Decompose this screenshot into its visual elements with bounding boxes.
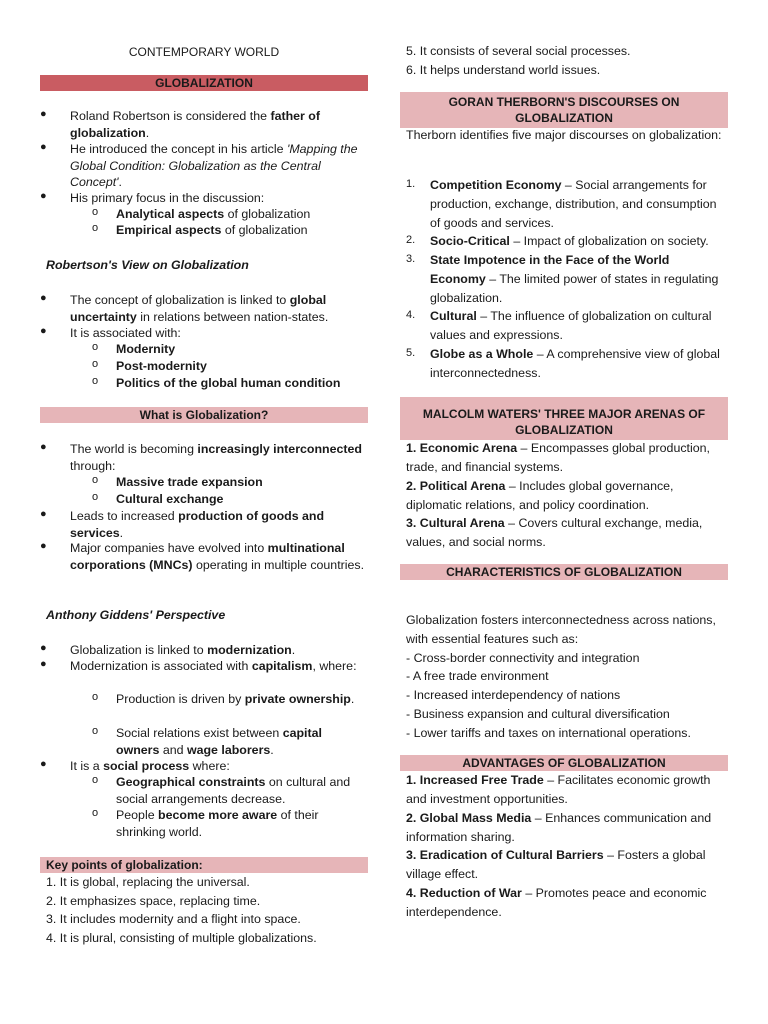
sub-bullet: o xyxy=(92,341,99,353)
bullet-dot: ● xyxy=(40,658,47,670)
giddens-heading: Anthony Giddens' Perspective xyxy=(46,608,226,622)
characteristics-header: CHARACTERISTICS OF GLOBALIZATION xyxy=(400,564,728,580)
bullet-dot: ● xyxy=(40,508,47,520)
what-sub-1: o Massive trade expansion xyxy=(92,474,263,489)
characteristic-4: - Business expansion and cultural diversification xyxy=(406,707,670,721)
key-point-3: 3. It includes modernity and a flight into space. xyxy=(46,912,301,926)
sub-bullet: o xyxy=(92,206,99,218)
focus-sub-1: o Analytical aspects of globalization xyxy=(92,206,311,221)
characteristic-3: - Increased interdependency of nations xyxy=(406,688,621,702)
sub-bullet: o xyxy=(92,491,99,503)
key-point-2: 2. It emphasizes space, replacing time. xyxy=(46,894,261,908)
sub-bullet: o xyxy=(92,474,99,486)
what-sub-2: o Cultural exchange xyxy=(92,491,224,506)
sub-bullet: o xyxy=(92,807,99,819)
what-bullet-1: ● The world is becoming increasingly interconnected through: xyxy=(40,441,362,473)
key-point-1: 1. It is global, replacing the universal. xyxy=(46,875,250,889)
assoc-sub-2: o Post-modernity xyxy=(92,358,207,373)
assoc-sub-1: o Modernity xyxy=(92,341,176,356)
assoc-sub-3: o Politics of the global human condition xyxy=(92,375,341,390)
sub-bullet: o xyxy=(92,375,99,387)
giddens-sub-1: o Production is driven by private ownership. xyxy=(92,691,355,706)
robertson-view-heading: Robertson's View on Globalization xyxy=(46,258,249,272)
intro-bullet-3: ● His primary focus in the discussion: xyxy=(40,190,265,205)
characteristic-5: - Lower tariffs and taxes on international operations. xyxy=(406,726,691,740)
bullet-dot: ● xyxy=(40,190,47,202)
advantage-1: 1. Increased Free Trade – Facilitates economic growth and investment opportunities. xyxy=(406,773,711,806)
focus-sub-2: o Empirical aspects of globalization xyxy=(92,222,308,237)
what-bullet-2: ● Leads to increased production of goods and services. xyxy=(40,508,325,540)
bullet-dot: ● xyxy=(40,325,47,337)
arena-1: 1. Economic Arena – Encompasses global production, trade, and financial systems. xyxy=(406,441,710,474)
arena-3: 3. Cultural Arena – Covers cultural exchange, media, values, and social norms. xyxy=(406,516,703,549)
bullet-dot: ● xyxy=(40,441,47,453)
discourse-3: 3. State Impotence in the Face of the World Economy – The limited power of states in regulating globalization. xyxy=(406,253,719,305)
advantage-2: 2. Global Mass Media – Enhances communication and information sharing. xyxy=(406,811,712,844)
doc-title: CONTEMPORARY WORLD xyxy=(128,45,280,59)
intro-bullet-2: ● He introduced the concept in his article 'Mapping the Global Condition: Globalization as the Central Concept'. xyxy=(40,141,358,190)
sub-bullet: o xyxy=(92,725,99,737)
bullet-dot: ● xyxy=(40,642,47,654)
sub-bullet: o xyxy=(92,358,99,370)
bullet-dot: ● xyxy=(40,758,47,770)
advantage-4: 4. Reduction of War – Promotes peace and economic interdependence. xyxy=(406,886,707,919)
bullet-dot: ● xyxy=(40,292,47,304)
discourse-2: 2. Socio-Critical – Impact of globalization on society. xyxy=(406,234,709,248)
arena-2: 2. Political Arena – Includes global governance, diplomatic relations, and policy coordination. xyxy=(406,479,674,512)
therborn-intro: Therborn identifies five major discourses on globalization: xyxy=(406,128,722,142)
sub-bullet: o xyxy=(92,691,99,703)
giddens-bullet-2: ● Modernization is associated with capitalism, where: xyxy=(40,658,357,673)
bullet-dot: ● xyxy=(40,540,47,552)
bullet-dot: ● xyxy=(40,108,47,120)
what-is-header: What is Globalization? xyxy=(40,407,368,423)
advantages-header: ADVANTAGES OF GLOBALIZATION xyxy=(400,755,728,771)
waters-header: MALCOLM WATERS' THREE MAJOR ARENAS OF GLOBALIZATION xyxy=(400,397,728,440)
giddens-sub-2: o Social relations exist between capital owners and wage laborers. xyxy=(92,725,322,757)
giddens-bullet-3: ● It is a social process where: xyxy=(40,758,230,773)
sub-bullet: o xyxy=(92,774,99,786)
key-points-header: Key points of globalization: xyxy=(40,857,368,873)
characteristic-1: - Cross-border connectivity and integration xyxy=(406,651,640,665)
giddens-bullet-1: ● Globalization is linked to modernization. xyxy=(40,642,296,657)
key-point-5: 5. It consists of several social processes. xyxy=(406,44,631,58)
characteristics-intro: Globalization fosters interconnectedness across nations, with essential features such as: xyxy=(406,613,716,646)
key-point-4: 4. It is plural, consisting of multiple globalizations. xyxy=(46,931,317,945)
what-bullet-3: ● Major companies have evolved into multinational corporations (MNCs) operating in multiple countries. xyxy=(40,540,365,572)
discourse-1: 1. Competition Economy – Social arrangements for production, exchange, distribution, and consumption of goods and services. xyxy=(406,178,717,230)
advantage-3: 3. Eradication of Cultural Barriers – Fosters a global village effect. xyxy=(406,848,706,881)
view-bullet-1: ● The concept of globalization is linked to global uncertainty in relations between nation-states. xyxy=(40,292,329,324)
globalization-header: GLOBALIZATION xyxy=(40,75,368,91)
intro-bullet-1: ● Roland Robertson is considered the father of globalization. xyxy=(40,108,321,140)
discourse-5: 5. Globe as a Whole – A comprehensive view of global interconnectedness. xyxy=(406,347,720,380)
bullet-dot: ● xyxy=(40,141,47,153)
therborn-header: GORAN THERBORN'S DISCOURSES ON GLOBALIZATION xyxy=(400,92,728,128)
sub-bullet: o xyxy=(92,222,99,234)
discourse-4: 4. Cultural – The influence of globalization on cultural values and expressions. xyxy=(406,309,712,342)
characteristic-2: - A free trade environment xyxy=(406,669,549,683)
key-point-6: 6. It helps understand world issues. xyxy=(406,63,601,77)
giddens-sub-4: o People become more aware of their shrinking world. xyxy=(92,807,319,839)
view-bullet-2: ● It is associated with: xyxy=(40,325,181,340)
giddens-sub-3: o Geographical constraints on cultural and social arrangements decrease. xyxy=(92,774,351,806)
